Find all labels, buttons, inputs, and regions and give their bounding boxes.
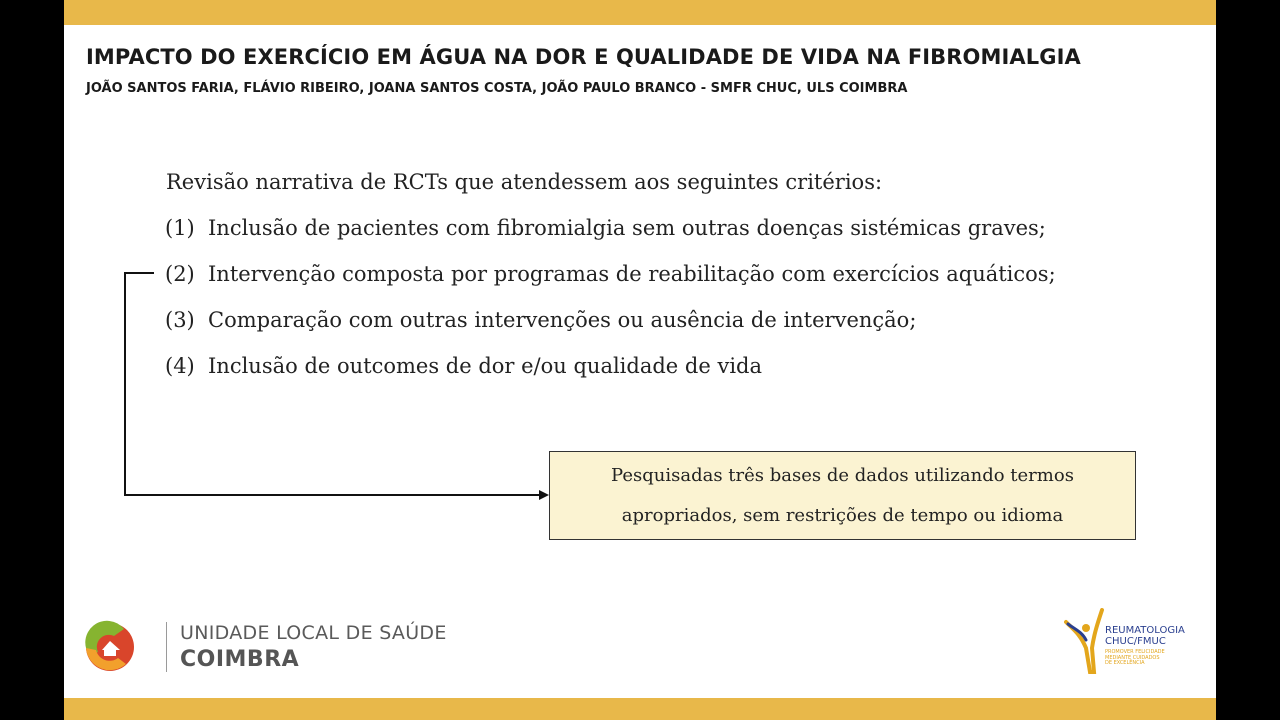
search-summary-line-1: Pesquisadas três bases de dados utilizando termos xyxy=(611,464,1074,486)
uls-coimbra-logo xyxy=(84,620,447,676)
uls-logo-line-1: UNIDADE LOCAL DE SAÚDE xyxy=(180,622,447,644)
reumatologia-tagline-line-2: MEDIANTE CUIDADOS xyxy=(1105,654,1160,661)
criterion-number: (2) xyxy=(165,262,195,286)
criterion-text: Comparação com outras intervenções ou ausência de intervenção; xyxy=(208,308,917,332)
search-summary-box xyxy=(549,451,1136,540)
criteria-intro: Revisão narrativa de RCTs que atendessem aos seguintes critérios: xyxy=(166,170,883,194)
reumatologia-name xyxy=(1105,625,1185,647)
criterion-text: Intervenção composta por programas de reabilitação com exercícios aquáticos; xyxy=(208,262,1056,286)
uls-logo-divider xyxy=(166,622,167,672)
uls-emblem-icon xyxy=(84,620,140,676)
reumatologia-tagline xyxy=(1105,650,1165,667)
bottom-accent-band xyxy=(64,698,1216,720)
slide-authors: JOÃO SANTOS FARIA, FLÁVIO RIBEIRO, JOANA SANTOS COSTA, JOÃO PAULO BRANCO - SMFR CHUC, ULS COIMBRA xyxy=(86,81,908,96)
criterion-number: (1) xyxy=(165,216,195,240)
criterion-4 xyxy=(165,354,762,378)
reumatologia-tagline-line-3: DE EXCELÊNCIA xyxy=(1105,660,1145,666)
search-summary-line-2: apropriados, sem restrições de tempo ou idioma xyxy=(621,504,1064,526)
slide-title: IMPACTO DO EXERCÍCIO EM ÁGUA NA DOR E QUALIDADE DE VIDA NA FIBROMIALGIA xyxy=(86,45,1081,69)
reumatologia-figure-icon xyxy=(1064,608,1106,676)
slide xyxy=(64,0,1216,720)
reumatologia-tagline-line-1: PROMOVER FELICIDADE xyxy=(1105,649,1165,655)
criterion-number: (3) xyxy=(165,308,195,332)
uls-logo-line-2: COIMBRA xyxy=(180,647,300,672)
criterion-1 xyxy=(165,216,1046,240)
reumatologia-name-line-2: CHUC/FMUC xyxy=(1105,636,1166,647)
criterion-text: Inclusão de outcomes de dor e/ou qualidade de vida xyxy=(208,354,762,378)
criterion-3 xyxy=(165,308,916,332)
reumatologia-name-line-1: REUMATOLOGIA xyxy=(1105,625,1185,636)
criterion-2 xyxy=(165,262,1056,286)
top-accent-band xyxy=(64,0,1216,25)
criterion-text: Inclusão de pacientes com fibromialgia sem outras doenças sistémicas graves; xyxy=(208,216,1046,240)
reumatologia-logo xyxy=(1064,608,1209,678)
criterion-number: (4) xyxy=(165,354,195,378)
